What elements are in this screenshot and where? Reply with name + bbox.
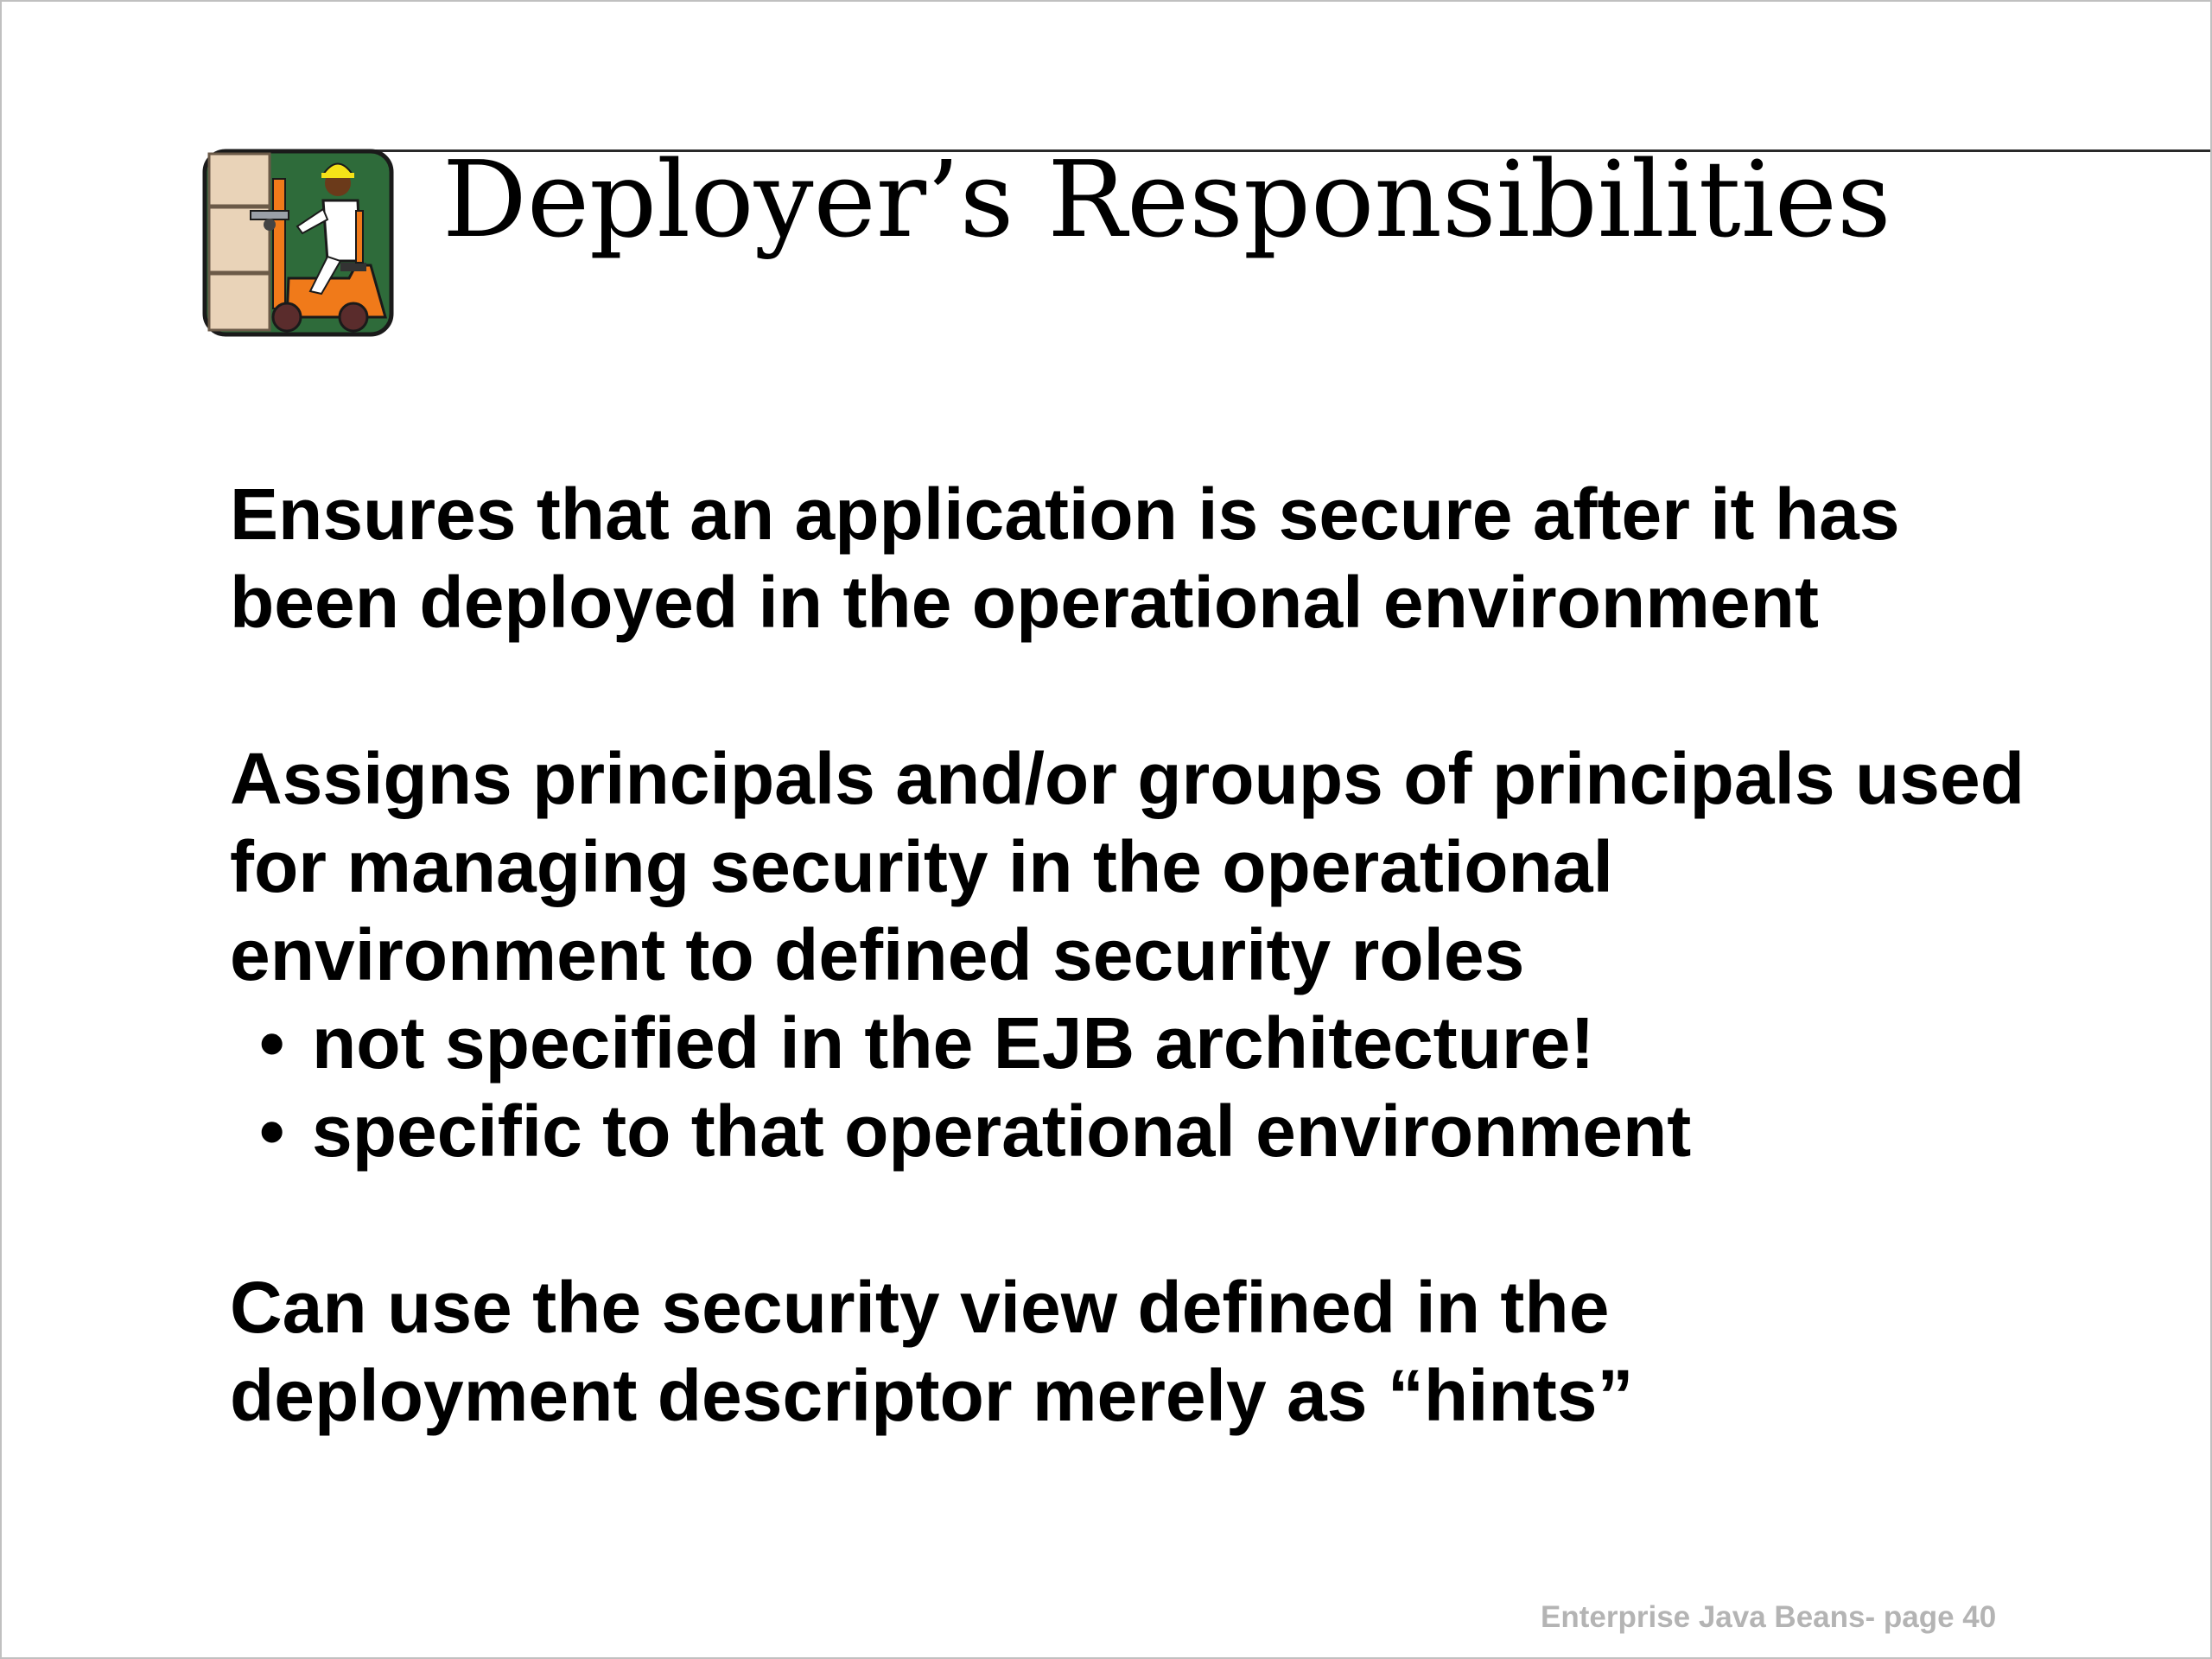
bullet-text: specific to that operational environment: [312, 1090, 1692, 1172]
slide-body: [230, 470, 2027, 1440]
bullet-dot-icon: •: [259, 1002, 285, 1084]
paragraph-security-view-hints: Can use the security view defined in the deployment descriptor merely as “hints”: [230, 1267, 1634, 1436]
bullet-item: [230, 999, 2027, 1087]
forklift-worker-icon: [202, 149, 394, 337]
paragraph-security-after-deploy: Ensures that an application is secure after it has been deployed in the operational environment: [230, 474, 1900, 643]
paragraph-assigns-principals: Assigns principals and/or groups of principals used for managing security in the operational environment to defined security roles: [230, 738, 2025, 995]
bullet-text: not specified in the EJB architecture!: [312, 1002, 1595, 1084]
bullet-dot-icon: •: [259, 1090, 285, 1172]
paragraph-assigns-principals-block: [230, 734, 2027, 1175]
footer-page-label: Enterprise Java Beans- page 40: [1541, 1600, 1997, 1634]
slide-title: Deployer’s Responsibilities: [442, 138, 1891, 261]
bullet-list: [230, 999, 2027, 1175]
bullet-item: [230, 1087, 2027, 1175]
